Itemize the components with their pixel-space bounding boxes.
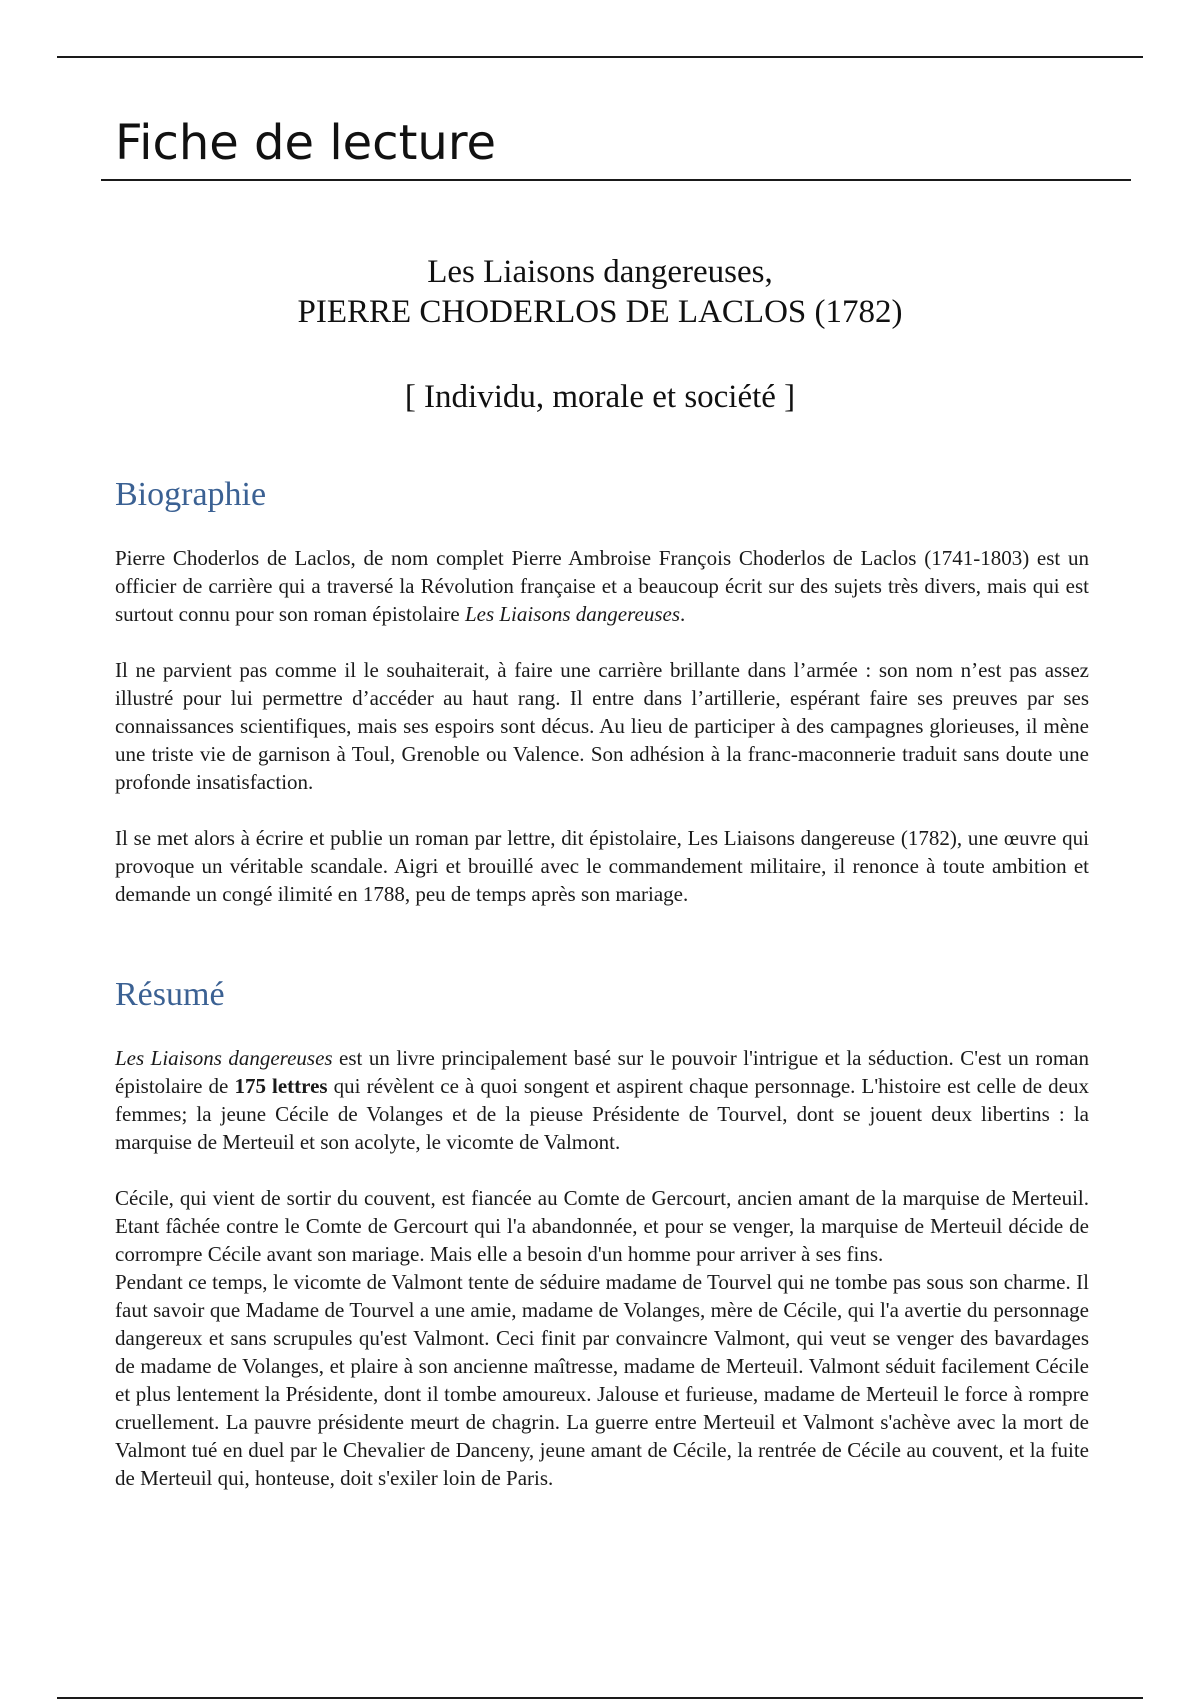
biographie-body bbox=[115, 544, 1089, 936]
book-title-italic: Les Liaisons dangereuses bbox=[115, 1046, 333, 1070]
book-author-line: PIERRE CHODERLOS DE LACLOS (1782) bbox=[297, 294, 903, 330]
book-title bbox=[115, 252, 1085, 332]
section-heading-resume: Résumé bbox=[115, 976, 225, 1013]
paragraph: Il ne parvient pas comme il le souhaiterait, à faire une carrière brillante dans l’armée : son nom n’est pas assez illustré pour lui permettre d’accéder au haut rang. Il entre dans l’artillerie, espérant faire ses preuves par ses connaissances scientifiques, mais ses espoirs sont décus. Au lieu de participer à des campagnes glorieuses, il mène une triste vie de garnison à Toul, Grenoble ou Valence. Son adhésion à la franc-maconnerie traduit sans doute une profonde insatisfaction. bbox=[115, 658, 1089, 794]
paragraph: Cécile, qui vient de sortir du couvent, est fiancée au Comte de Gercourt, ancien amant de la marquise de Merteuil. Etant fâchée contre le Comte de Gercourt qui l'a abandonnée, et pour se venger, la marquise de Merteuil décide de corrompre Cécile avant son mariage. Mais elle a besoin d'un homme pour arriver à ses fins. bbox=[115, 1186, 1089, 1266]
top-rule bbox=[57, 56, 1143, 58]
resume-body bbox=[115, 1044, 1089, 1492]
paragraph: Pierre Choderlos de Laclos, de nom complet Pierre Ambroise François Choderlos de Laclos (1741-1803) est un officier de carrière qui a traversé la Révolution française et a beaucoup écrit sur des sujets très divers, mais qui est surtout connu pour son roman épistolaire Les Liaisons dangereuses. bbox=[115, 546, 1089, 626]
section-heading-biographie: Biographie bbox=[115, 476, 267, 513]
paragraph: Il se met alors à écrire et publie un roman par lettre, dit épistolaire, Les Liaisons dangereuse (1782), une œuvre qui provoque un véritable scandale. Aigri et brouillé avec le commandement militaire, il renonce à toute ambition et demande un congé ilimité en 1788, peu de temps après son mariage. bbox=[115, 826, 1089, 906]
book-theme: [ Individu, morale et société ] bbox=[404, 379, 796, 415]
paragraph: Pendant ce temps, le vicomte de Valmont tente de séduire madame de Tourvel qui ne tombe pas sous son charme. Il faut savoir que Madame de Tourvel a une amie, madame de Volanges, mère de Cécile, qui l'a avertie du personnage dangereux et sans scrupules qu'est Valmont. Ceci finit par convaincre Valmont, qui veut se venger des bavardages de madame de Volanges, et plaire à son ancienne maîtresse, madame de Merteuil. Valmont séduit facilement Cécile et plus lentement la Présidente, dont il tombe amoureux. Jalouse et furieuse, madame de Merteuil le force à rompre cruellement. La pauvre présidente meurt de chagrin. La guerre entre Merteuil et Valmont s'achève avec la mort de Valmont tué en duel par le Chevalier de Danceny, jeune amant de Cécile, la rentrée de Cécile au couvent, et la fuite de Merteuil qui, honteuse, doit s'exiler loin de Paris. bbox=[115, 1270, 1089, 1490]
title-underline bbox=[101, 179, 1131, 181]
book-title-line: Les Liaisons dangereuses, bbox=[427, 254, 773, 290]
letter-count: 175 lettres bbox=[234, 1074, 328, 1098]
bottom-rule bbox=[57, 1697, 1143, 1699]
page-title: Fiche de lecture bbox=[115, 115, 497, 171]
paragraph: Les Liaisons dangereuses est un livre principalement basé sur le pouvoir l'intrigue et la séduction. C'est un roman épistolaire de 175 lettres qui révèlent ce à quoi songent et aspirent chaque personnage. L'histoire est celle de deux femmes; la jeune Cécile de Volanges et de la pieuse Présidente de Tourvel, dont se jouent deux libertins : la marquise de Merteuil et son acolyte, le vicomte de Valmont. bbox=[115, 1046, 1089, 1154]
book-title-italic: Les Liaisons dangereuses bbox=[464, 602, 681, 626]
